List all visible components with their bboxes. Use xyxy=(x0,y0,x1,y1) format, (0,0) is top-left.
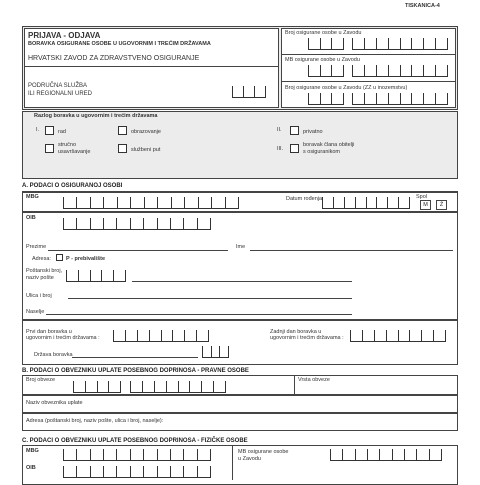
checkbox-obrazovanje[interactable] xyxy=(118,126,127,135)
label-oib-c: OIB xyxy=(26,465,36,471)
checkbox-clan-obitelji[interactable] xyxy=(290,144,299,153)
drzava-code-field[interactable] xyxy=(202,346,229,358)
label-prebivaliste: P - prebivalište xyxy=(66,256,106,262)
row-naziv[interactable] xyxy=(22,395,458,413)
institution-name: HRVATSKI ZAVOD ZA ZDRAVSTVENO OSIGURANJE xyxy=(28,55,200,62)
label-strucno-2: usavršavanje xyxy=(58,149,91,155)
label-prvi-dan-1: Prvi dan boravka u xyxy=(26,329,72,335)
mbg-field[interactable] xyxy=(63,197,239,209)
right-label-2: MB osigurane osobe u Zavodu xyxy=(285,57,360,63)
label-ime: Ime xyxy=(236,244,246,250)
label-spol: Spol xyxy=(416,194,428,200)
roman-1: I. xyxy=(36,127,40,133)
label-clan-2: s osiguranikom xyxy=(303,149,340,155)
label-postanski-2: naziv pošte xyxy=(26,275,54,281)
roman-3: III. xyxy=(277,146,284,152)
reason-box xyxy=(22,111,458,179)
checkbox-sluzbeni-put[interactable] xyxy=(118,144,127,153)
checkbox-prebivaliste[interactable] xyxy=(56,254,63,261)
datum-rodjenja-field[interactable] xyxy=(322,197,410,209)
naziv-poste-line[interactable] xyxy=(132,281,352,282)
label-adresa: Adresa: xyxy=(32,256,51,262)
zadnji-dan-field[interactable] xyxy=(350,330,446,342)
label-vrsta-obveze: Vrsta obveze xyxy=(298,377,330,383)
label-privatno: privatno xyxy=(303,129,323,135)
label-prezime: Prezime xyxy=(26,244,47,250)
dates-block xyxy=(22,320,458,365)
office-label-1: PODRUČNA SLUŽBA xyxy=(28,83,88,89)
spol-z[interactable]: Ž xyxy=(436,200,447,210)
section-b-title: B. PODACI O OBVEZNIKU UPLATE POSEBNOG DOPRINOSA - PRAVNE OSOBE xyxy=(22,368,249,374)
reason-title: Razlog boravka u ugovornim i trećim državama xyxy=(34,113,158,119)
foreign-number-field-b[interactable] xyxy=(352,93,448,105)
mb-field-b[interactable] xyxy=(352,65,448,77)
mb-c-field[interactable] xyxy=(330,449,442,461)
roman-2: II. xyxy=(277,127,282,133)
office-label-2: ILI REGIONALNI URED xyxy=(28,91,93,97)
header-right-divider-2 xyxy=(281,81,456,82)
form-title: PRIJAVA - ODJAVA xyxy=(28,31,101,40)
section-a-title: A. PODACI O OSIGURANOJ OSOBI xyxy=(22,183,123,189)
drzava-line[interactable] xyxy=(72,357,198,358)
right-label-3: Broj osigurane osobe u Zavodu (ZZ u inozemstvu) xyxy=(285,85,408,91)
label-prvi-dan-2: ugovornim i trećim državama : xyxy=(26,335,100,341)
mb-field-a[interactable] xyxy=(308,65,344,77)
label-mb-c-2: u Zavodu xyxy=(238,456,261,462)
section-c-divider xyxy=(232,445,233,480)
insured-number-field-a[interactable] xyxy=(308,38,344,50)
label-ulica: Ulica i broj xyxy=(26,293,52,299)
office-code-field[interactable] xyxy=(232,86,266,98)
spol-m[interactable]: M xyxy=(420,200,431,210)
checkbox-privatno[interactable] xyxy=(290,126,299,135)
insured-number-field-b[interactable] xyxy=(352,38,448,50)
ime-line[interactable] xyxy=(250,250,453,251)
label-naselje: Naselje xyxy=(26,309,45,315)
naselje-line[interactable] xyxy=(46,314,352,315)
section-c-title: C. PODACI O OBVEZNIKU UPLATE POSEBNOG DOPRINOSA - FIZIČKE OSOBE xyxy=(22,438,248,444)
label-obrazovanje: obrazovanje xyxy=(131,129,161,135)
right-label-1: Broj osigurane osobe u Zavodu xyxy=(285,30,362,36)
label-strucno-1: stručno xyxy=(58,142,77,148)
header-right-divider-1 xyxy=(281,54,456,55)
prvi-dan-field[interactable] xyxy=(113,330,209,342)
label-zadnji-dan-2: ugovornim i trećim državama : xyxy=(270,335,344,341)
form-code: TISKANICA-4 xyxy=(405,3,440,9)
label-rad: rad xyxy=(58,129,66,135)
checkbox-strucno[interactable] xyxy=(45,144,54,153)
label-mbg-c: MBG xyxy=(26,448,39,454)
broj-obveze-field-a[interactable] xyxy=(73,381,121,393)
oib-field[interactable] xyxy=(63,218,211,230)
label-broj-obveze: Broj obveze xyxy=(26,377,56,383)
label-clan-1: boravak člana obitelji xyxy=(303,142,355,148)
header-left-divider xyxy=(24,66,279,67)
label-datum-rodjenja: Datum rođenja xyxy=(286,196,323,202)
form-subtitle: BORAVKA OSIGURANE OSOBE U UGOVORNIM I TREĆIM DRŽAVAMA xyxy=(28,41,211,47)
broj-obveze-field-b[interactable] xyxy=(130,381,226,393)
oib-c-field[interactable] xyxy=(63,466,211,478)
label-mb-c-1: MB osigurane osobe xyxy=(238,449,289,455)
label-postanski-1: Poštanski broj, xyxy=(26,268,63,274)
label-oib: OIB xyxy=(26,215,36,221)
label-zadnji-dan-1: Zadnji dan boravka u xyxy=(270,329,322,335)
label-sluzbeni-put: službeni put xyxy=(131,147,161,153)
mbg-c-field[interactable] xyxy=(63,449,211,461)
foreign-number-field-a[interactable] xyxy=(308,93,344,105)
label-mbg: MBG xyxy=(26,194,39,200)
prezime-line[interactable] xyxy=(48,250,228,251)
label-drzava: Država boravka xyxy=(34,352,73,358)
ulica-line[interactable] xyxy=(68,298,352,299)
postanski-broj-field[interactable] xyxy=(66,270,126,282)
label-adresa-b: Adresa (poštanski broj, naziv pošte, ulica i broj, naselje): xyxy=(26,418,164,424)
label-naziv: Naziv obveznika uplate xyxy=(26,400,83,406)
checkbox-rad[interactable] xyxy=(45,126,54,135)
row-broj-divider xyxy=(294,375,295,395)
